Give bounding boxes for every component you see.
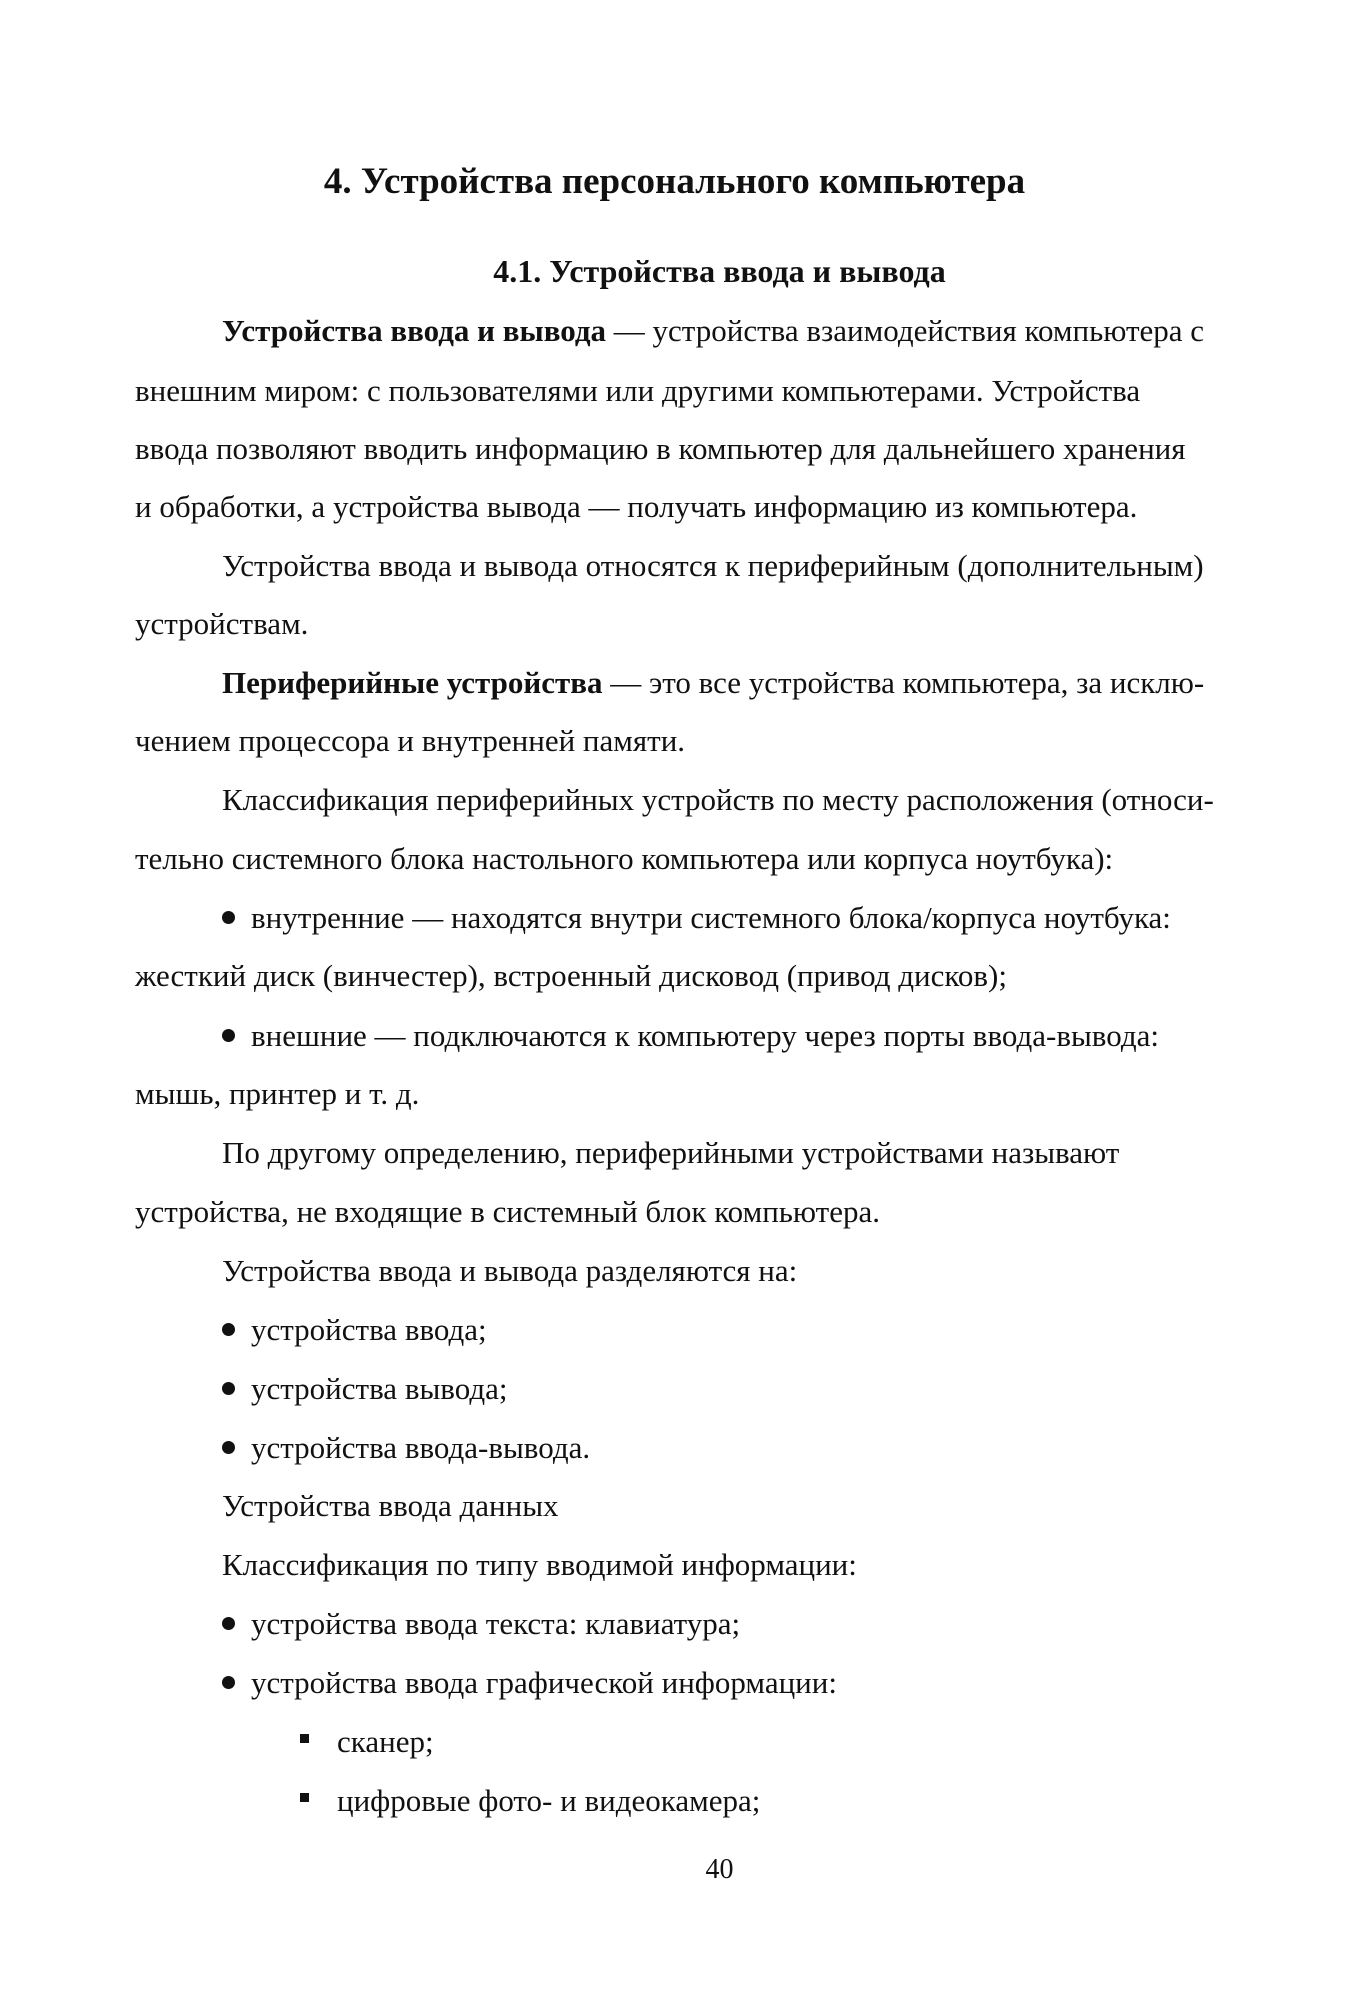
term-peripheral-devices: Периферийные устройства: [222, 665, 603, 700]
graphic-device-label: сканер;: [337, 1724, 434, 1759]
paragraph-6: Устройства ввода и вывода разделяются на:: [222, 1253, 798, 1288]
bullet-icon: [222, 1676, 235, 1689]
chapter-title: 4. Устройства персонального компьютера: [323, 161, 1026, 202]
paragraph-3-line-1-rest: — это все устройства компьютера, за исклю-: [610, 665, 1205, 700]
paragraph-2-line-2: устройствам.: [135, 606, 309, 641]
page-number: 40: [705, 1854, 734, 1885]
list-item-io-type: [222, 1310, 487, 1350]
square-bullet-icon: [300, 1793, 309, 1802]
io-type-label: устройства ввода;: [251, 1312, 487, 1347]
input-devices-heading: Устройства ввода данных: [222, 1488, 559, 1523]
paragraph-1-line-2: внешним миром: с пользователями или другими компьютерами. Устройства: [135, 373, 1141, 408]
list-item-io-type: [222, 1428, 590, 1468]
sublist-item-graphic-device: [300, 1781, 760, 1821]
paragraph-4-line-1: Классификация периферийных устройств по месту расположения (относи-: [222, 782, 1214, 817]
paragraph-4-line-2: тельно системного блока настольного компьютера или корпуса ноутбука):: [135, 841, 1114, 876]
io-type-label: устройства ввода-вывода.: [251, 1430, 591, 1465]
bullet-icon: [222, 1617, 235, 1630]
paragraph-3-line-1: [222, 663, 1204, 703]
list-item-io-type: [222, 1369, 507, 1409]
paragraph-5-line-2: устройства, не входящие в системный блок компьютера.: [135, 1194, 880, 1229]
bullet-icon: [222, 911, 235, 924]
sublist-item-graphic-device: [300, 1722, 434, 1762]
section-title: 4.1. Устройства ввода и вывода: [493, 253, 946, 289]
list-item-info-type: [222, 1663, 837, 1703]
classification-heading: Классификация по типу вводимой информации:: [222, 1547, 857, 1582]
info-type-label: устройства ввода графической информации:: [251, 1665, 837, 1700]
list-item-internal: [222, 898, 1171, 938]
bullet-icon: [222, 1029, 235, 1042]
io-type-label: устройства вывода;: [251, 1371, 508, 1406]
paragraph-1-line-3: ввода позволяют вводить информацию в компьютер для дальнейшего хранения: [135, 431, 1186, 466]
graphic-device-label: цифровые фото- и видеокамера;: [337, 1783, 761, 1818]
paragraph-3-line-2: чением процессора и внутренней памяти.: [135, 723, 686, 758]
bullet-icon: [222, 1382, 235, 1395]
paragraph-5-line-1: По другому определению, периферийными устройствами называют: [222, 1135, 1120, 1170]
list-item-external: [222, 1016, 1159, 1056]
list-item-internal-line-1: внутренние — находятся внутри системного блока/корпуса ноутбука:: [251, 900, 1171, 935]
paragraph-2-line-1: Устройства ввода и вывода относятся к периферийным (дополнительным): [222, 548, 1204, 583]
list-item-internal-line-2: жесткий диск (винчестер), встроенный дисковод (привод дисков);: [135, 958, 1007, 993]
square-bullet-icon: [300, 1734, 309, 1743]
info-type-label: устройства ввода текста: клавиатура;: [251, 1606, 741, 1641]
paragraph-1-line-4: и обработки, а устройства вывода — получать информацию из компьютера.: [135, 489, 1138, 524]
bullet-icon: [222, 1323, 235, 1336]
term-io-devices: Устройства ввода и вывода: [222, 313, 607, 348]
bullet-icon: [222, 1441, 235, 1454]
list-item-external-line-1: внешние — подключаются к компьютеру через порты ввода-вывода:: [251, 1018, 1159, 1053]
list-item-info-type: [222, 1604, 740, 1644]
paragraph-1-line-1: [222, 311, 1204, 351]
list-item-external-line-2: мышь, принтер и т. д.: [135, 1076, 420, 1111]
paragraph-1-line-1-rest: — устройства взаимодействия компьютера с: [613, 313, 1205, 348]
